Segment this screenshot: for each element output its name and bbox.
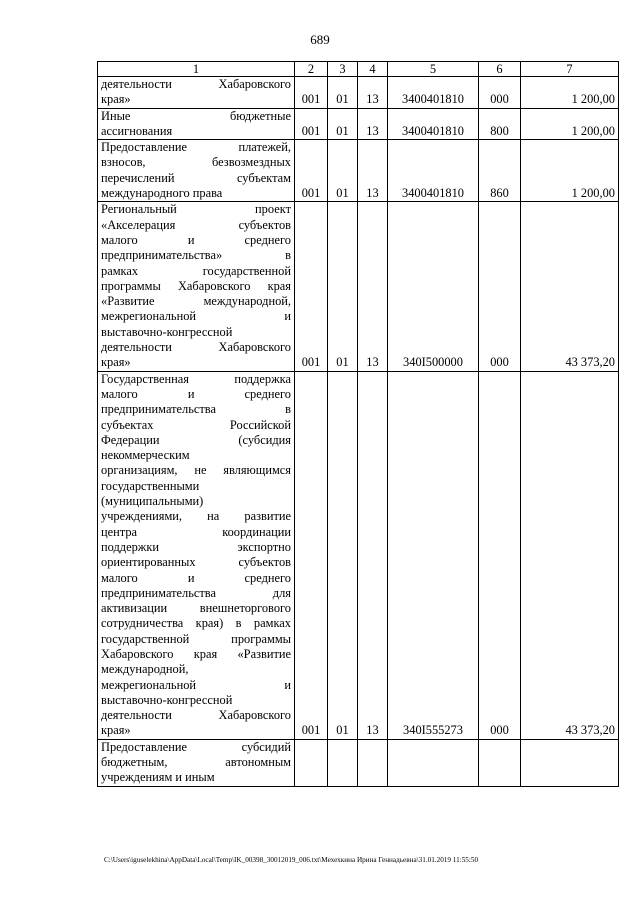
row-name-line: сотрудничества края) в рамках [101,616,291,631]
row-name-line: «Акселерация субъектов [101,217,291,232]
subsection-cell: 13 [358,108,388,140]
table-row [98,371,619,739]
row-name-line: международной, [101,662,189,677]
row-name-line: Иные бюджетные [101,108,291,123]
subsection-cell: 13 [358,77,388,109]
expense-type-cell: 800 [479,108,521,140]
target-article-cell: 340I555273 [388,371,479,739]
row-name-line: края» [101,92,131,107]
row-name-line: межрегиональной и [101,309,291,324]
column-header: 7 [521,62,619,77]
row-name-line: малого и среднего [101,386,291,401]
row-name-line: центра координации [101,524,291,539]
row-name-line: предпринимательства в [101,402,291,417]
amount-cell: 1 200,00 [521,108,619,140]
column-header: 1 [98,62,295,77]
row-name-line: малого и среднего [101,232,291,247]
row-name-line: предпринимательства для [101,585,291,600]
code-cell: 001 [295,77,328,109]
row-name-line: субъектах Российской [101,417,291,432]
row-name-cell [98,202,295,371]
row-name-line: деятельности Хабаровского [101,340,291,355]
row-name-line: Федерации (субсидия [101,432,291,447]
table-row [98,140,619,202]
section-cell: 01 [328,371,358,739]
row-name-cell [98,739,295,786]
amount-cell: 1 200,00 [521,140,619,202]
amount-cell [521,739,619,786]
row-name-line: рамках государственной [101,263,291,278]
row-name-line: поддержки экспортно [101,539,291,554]
row-name-line: учреждениями, на развитие [101,509,291,524]
row-name-line: Хабаровского края «Развитие [101,646,291,661]
row-name-line: международного права [101,186,223,201]
section-cell: 01 [328,77,358,109]
code-cell: 001 [295,202,328,371]
file-path-footer: C:\Users\iguselekhina\AppData\Local\Temp\IK_00398_30012019_006.txt\Мехехкина Ирина Геннадьевна\31.01.2019 11:55:50 [104,856,479,864]
column-header: 6 [479,62,521,77]
section-cell: 01 [328,202,358,371]
row-name-line: Предоставление платежей, [101,140,291,155]
row-name-line: активизации внешнеторгового [101,601,291,616]
table-row [98,77,619,109]
target-article-cell: 3400401810 [388,140,479,202]
table-row [98,739,619,786]
expense-type-cell: 860 [479,140,521,202]
row-name-line: края» [101,355,131,370]
row-name-line: бюджетным, автономным [101,755,291,770]
amount-cell: 43 373,20 [521,202,619,371]
row-name-line: некоммерческим [101,448,190,463]
row-name-cell [98,140,295,202]
row-name-line: ассигнования [101,123,173,138]
row-name-cell [98,108,295,140]
row-name-line: учреждениям и иным [101,770,215,785]
row-name-line: организациям, не являющимся [101,463,291,478]
table-row [98,202,619,371]
subsection-cell: 13 [358,202,388,371]
target-article-cell: 3400401810 [388,108,479,140]
row-name-line: деятельности Хабаровского [101,77,291,91]
row-name-line: межрегиональной и [101,677,291,692]
target-article-cell: 340I500000 [388,202,479,371]
expense-type-cell: 000 [479,371,521,739]
column-header: 4 [358,62,388,77]
row-name-line: Предоставление субсидий [101,739,291,754]
column-header: 3 [328,62,358,77]
row-name-line: взносов, безвозмездных [101,155,291,170]
row-name-line: Региональный проект [101,202,291,217]
section-cell: 01 [328,108,358,140]
row-name-line: перечислений субъектам [101,170,291,185]
row-name-line: государственными [101,478,200,493]
code-cell: 001 [295,371,328,739]
target-article-cell: 3400401810 [388,77,479,109]
row-name-line: ориентированных субъектов [101,555,291,570]
row-name-line: предпринимательства» в [101,248,291,263]
row-name-line: «Развитие международной, [101,294,291,309]
row-name-line: программы Хабаровского края [101,278,291,293]
row-name-line: Государственная поддержка [101,371,291,386]
row-name-cell [98,77,295,109]
column-header: 2 [295,62,328,77]
expense-type-cell [479,739,521,786]
budget-table [97,61,619,787]
subsection-cell: 13 [358,140,388,202]
table-body [98,62,619,787]
code-cell: 001 [295,108,328,140]
section-cell [328,739,358,786]
row-name-line: малого и среднего [101,570,291,585]
column-header-row [98,62,619,77]
expense-type-cell: 000 [479,77,521,109]
row-name-line: выставочно-конгрессной [101,692,233,707]
code-cell: 001 [295,140,328,202]
subsection-cell [358,739,388,786]
page-number: 689 [310,32,330,47]
column-header: 5 [388,62,479,77]
section-cell: 01 [328,140,358,202]
target-article-cell [388,739,479,786]
table-row [98,108,619,140]
row-name-line: края» [101,723,131,738]
expense-type-cell: 000 [479,202,521,371]
row-name-line: (муниципальными) [101,494,204,509]
row-name-line: деятельности Хабаровского [101,708,291,723]
row-name-line: государственной программы [101,631,291,646]
code-cell [295,739,328,786]
row-name-line: выставочно-конгрессной [101,324,233,339]
row-name-cell [98,371,295,739]
amount-cell: 43 373,20 [521,371,619,739]
amount-cell: 1 200,00 [521,77,619,109]
subsection-cell: 13 [358,371,388,739]
